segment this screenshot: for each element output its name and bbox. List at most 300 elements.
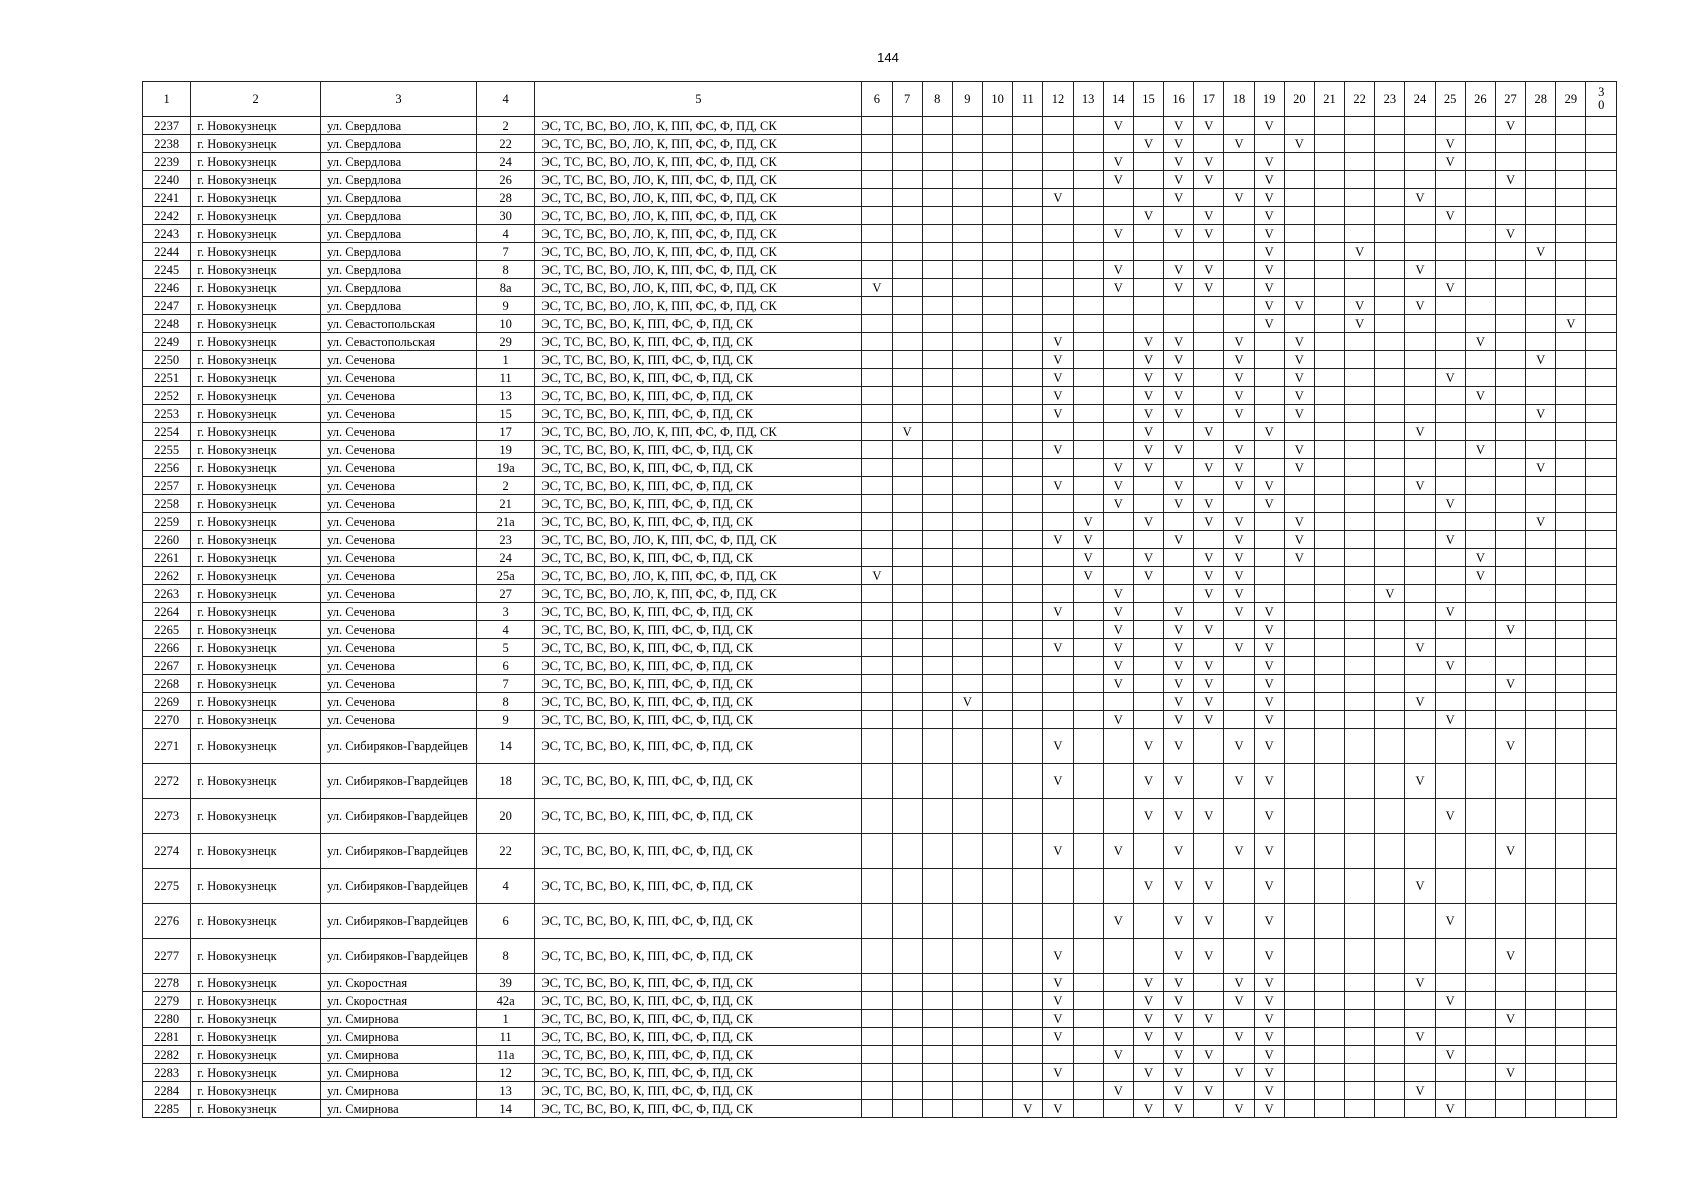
check-mark-col-27: V bbox=[1495, 171, 1525, 189]
empty-cell-col-15 bbox=[1133, 477, 1163, 495]
check-mark-col-18: V bbox=[1224, 1028, 1254, 1046]
check-mark-col-16: V bbox=[1164, 621, 1194, 639]
empty-cell-col-13 bbox=[1073, 171, 1103, 189]
empty-cell-col-8 bbox=[922, 261, 952, 279]
empty-cell-col-16 bbox=[1164, 423, 1194, 441]
city-cell: г. Новокузнецк bbox=[191, 315, 321, 333]
table-row bbox=[143, 441, 1617, 459]
empty-cell-col-11 bbox=[1013, 764, 1043, 799]
empty-cell-col-20 bbox=[1284, 904, 1314, 939]
check-mark-col-12: V bbox=[1043, 405, 1073, 423]
empty-cell-col-8 bbox=[922, 603, 952, 621]
check-mark-col-25: V bbox=[1435, 531, 1465, 549]
check-mark-col-20: V bbox=[1284, 513, 1314, 531]
services-cell: ЭС, ТС, ВС, ВО, К, ПП, ФС, Ф, ПД, СК bbox=[535, 675, 862, 693]
empty-cell-col-17 bbox=[1194, 441, 1224, 459]
house-cell: 42а bbox=[477, 992, 535, 1010]
check-mark-col-19: V bbox=[1254, 869, 1284, 904]
row-number: 2254 bbox=[143, 423, 191, 441]
check-mark-col-22: V bbox=[1345, 315, 1375, 333]
empty-cell-col-30 bbox=[1586, 764, 1617, 799]
check-mark-col-17: V bbox=[1194, 567, 1224, 585]
empty-cell-col-7 bbox=[892, 1010, 922, 1028]
empty-cell-col-27 bbox=[1495, 1028, 1525, 1046]
empty-cell-col-8 bbox=[922, 207, 952, 225]
empty-cell-col-12 bbox=[1043, 243, 1073, 261]
empty-cell-col-13 bbox=[1073, 1010, 1103, 1028]
empty-cell-col-20 bbox=[1284, 834, 1314, 869]
empty-cell-col-30 bbox=[1586, 567, 1617, 585]
check-mark-col-27: V bbox=[1495, 729, 1525, 764]
column-header-5: 5 bbox=[535, 82, 862, 117]
services-cell: ЭС, ТС, ВС, ВО, ЛО, К, ПП, ФС, Ф, ПД, СК bbox=[535, 171, 862, 189]
table-row bbox=[143, 1010, 1617, 1028]
check-mark-col-18: V bbox=[1224, 639, 1254, 657]
empty-cell-col-10 bbox=[983, 992, 1013, 1010]
empty-cell-col-26 bbox=[1465, 513, 1495, 531]
empty-cell-col-18 bbox=[1224, 225, 1254, 243]
empty-cell-col-10 bbox=[983, 1082, 1013, 1100]
empty-cell-col-10 bbox=[983, 939, 1013, 974]
empty-cell-col-18 bbox=[1224, 153, 1254, 171]
check-mark-col-19: V bbox=[1254, 603, 1284, 621]
check-mark-col-25: V bbox=[1435, 1100, 1465, 1118]
house-cell: 15 bbox=[477, 405, 535, 423]
empty-cell-col-7 bbox=[892, 764, 922, 799]
empty-cell-col-7 bbox=[892, 639, 922, 657]
check-mark-col-16: V bbox=[1164, 711, 1194, 729]
check-mark-col-14: V bbox=[1103, 621, 1133, 639]
empty-cell-col-23 bbox=[1375, 904, 1405, 939]
empty-cell-col-13 bbox=[1073, 764, 1103, 799]
empty-cell-col-9 bbox=[952, 621, 982, 639]
empty-cell-col-25 bbox=[1435, 171, 1465, 189]
empty-cell-col-23 bbox=[1375, 1100, 1405, 1118]
empty-cell-col-6 bbox=[862, 333, 892, 351]
city-cell: г. Новокузнецк bbox=[191, 405, 321, 423]
empty-cell-col-19 bbox=[1254, 405, 1284, 423]
street-cell: ул. Свердлова bbox=[321, 297, 477, 315]
empty-cell-col-28 bbox=[1526, 369, 1556, 387]
check-mark-col-14: V bbox=[1103, 639, 1133, 657]
check-mark-col-16: V bbox=[1164, 904, 1194, 939]
empty-cell-col-23 bbox=[1375, 279, 1405, 297]
check-mark-col-14: V bbox=[1103, 603, 1133, 621]
street-cell: ул. Смирнова bbox=[321, 1100, 477, 1118]
empty-cell-col-6 bbox=[862, 799, 892, 834]
empty-cell-col-23 bbox=[1375, 621, 1405, 639]
empty-cell-col-15 bbox=[1133, 225, 1163, 243]
empty-cell-col-7 bbox=[892, 974, 922, 992]
street-cell: ул. Сеченова bbox=[321, 711, 477, 729]
row-number: 2269 bbox=[143, 693, 191, 711]
empty-cell-col-10 bbox=[983, 459, 1013, 477]
check-mark-col-15: V bbox=[1133, 549, 1163, 567]
empty-cell-col-24 bbox=[1405, 495, 1435, 513]
check-mark-col-15: V bbox=[1133, 729, 1163, 764]
empty-cell-col-24 bbox=[1405, 1100, 1435, 1118]
empty-cell-col-29 bbox=[1556, 387, 1586, 405]
empty-cell-col-11 bbox=[1013, 711, 1043, 729]
empty-cell-col-27 bbox=[1495, 279, 1525, 297]
empty-cell-col-29 bbox=[1556, 495, 1586, 513]
empty-cell-col-9 bbox=[952, 675, 982, 693]
empty-cell-col-15 bbox=[1133, 1046, 1163, 1064]
empty-cell-col-15 bbox=[1133, 315, 1163, 333]
empty-cell-col-6 bbox=[862, 603, 892, 621]
check-mark-col-14: V bbox=[1103, 711, 1133, 729]
empty-cell-col-11 bbox=[1013, 567, 1043, 585]
empty-cell-col-28 bbox=[1526, 261, 1556, 279]
empty-cell-col-23 bbox=[1375, 207, 1405, 225]
empty-cell-col-10 bbox=[983, 729, 1013, 764]
check-mark-col-16: V bbox=[1164, 1082, 1194, 1100]
empty-cell-col-28 bbox=[1526, 939, 1556, 974]
house-cell: 12 bbox=[477, 1064, 535, 1082]
check-mark-col-18: V bbox=[1224, 135, 1254, 153]
empty-cell-col-7 bbox=[892, 477, 922, 495]
table-row bbox=[143, 477, 1617, 495]
street-cell: ул. Сеченова bbox=[321, 423, 477, 441]
empty-cell-col-21 bbox=[1314, 729, 1344, 764]
empty-cell-col-17 bbox=[1194, 369, 1224, 387]
empty-cell-col-30 bbox=[1586, 729, 1617, 764]
city-cell: г. Новокузнецк bbox=[191, 549, 321, 567]
table-row bbox=[143, 153, 1617, 171]
check-mark-col-16: V bbox=[1164, 799, 1194, 834]
empty-cell-col-26 bbox=[1465, 1046, 1495, 1064]
empty-cell-col-8 bbox=[922, 225, 952, 243]
row-number: 2257 bbox=[143, 477, 191, 495]
empty-cell-col-9 bbox=[952, 333, 982, 351]
empty-cell-col-14 bbox=[1103, 207, 1133, 225]
empty-cell-col-24 bbox=[1405, 315, 1435, 333]
empty-cell-col-8 bbox=[922, 904, 952, 939]
table-row bbox=[143, 1046, 1617, 1064]
empty-cell-col-7 bbox=[892, 297, 922, 315]
city-cell: г. Новокузнецк bbox=[191, 974, 321, 992]
empty-cell-col-20 bbox=[1284, 117, 1314, 135]
empty-cell-col-11 bbox=[1013, 869, 1043, 904]
column-header-3: 3 bbox=[321, 82, 477, 117]
table-row bbox=[143, 549, 1617, 567]
house-cell: 10 bbox=[477, 315, 535, 333]
empty-cell-col-8 bbox=[922, 495, 952, 513]
empty-cell-col-10 bbox=[983, 1064, 1013, 1082]
check-mark-col-14: V bbox=[1103, 585, 1133, 603]
empty-cell-col-7 bbox=[892, 207, 922, 225]
empty-cell-col-18 bbox=[1224, 243, 1254, 261]
empty-cell-col-17 bbox=[1194, 189, 1224, 207]
empty-cell-col-21 bbox=[1314, 315, 1344, 333]
house-cell: 9 bbox=[477, 297, 535, 315]
empty-cell-col-17 bbox=[1194, 1028, 1224, 1046]
check-mark-col-17: V bbox=[1194, 1082, 1224, 1100]
street-cell: ул. Смирнова bbox=[321, 1082, 477, 1100]
empty-cell-col-18 bbox=[1224, 117, 1254, 135]
services-cell: ЭС, ТС, ВС, ВО, ЛО, К, ПП, ФС, Ф, ПД, СК bbox=[535, 189, 862, 207]
empty-cell-col-20 bbox=[1284, 974, 1314, 992]
empty-cell-col-7 bbox=[892, 693, 922, 711]
empty-cell-col-9 bbox=[952, 904, 982, 939]
empty-cell-col-19 bbox=[1254, 549, 1284, 567]
check-mark-col-25: V bbox=[1435, 799, 1465, 834]
empty-cell-col-27 bbox=[1495, 585, 1525, 603]
empty-cell-col-22 bbox=[1345, 405, 1375, 423]
empty-cell-col-9 bbox=[952, 799, 982, 834]
empty-cell-col-22 bbox=[1345, 153, 1375, 171]
empty-cell-col-13 bbox=[1073, 405, 1103, 423]
empty-cell-col-27 bbox=[1495, 135, 1525, 153]
empty-cell-col-8 bbox=[922, 477, 952, 495]
table-row bbox=[143, 834, 1617, 869]
check-mark-col-16: V bbox=[1164, 1046, 1194, 1064]
street-cell: ул. Сибиряков-Гвардейцев bbox=[321, 939, 477, 974]
services-cell: ЭС, ТС, ВС, ВО, К, ПП, ФС, Ф, ПД, СК bbox=[535, 1046, 862, 1064]
empty-cell-col-29 bbox=[1556, 477, 1586, 495]
street-cell: ул. Сеченова bbox=[321, 405, 477, 423]
check-mark-col-15: V bbox=[1133, 992, 1163, 1010]
table-row bbox=[143, 1028, 1617, 1046]
empty-cell-col-28 bbox=[1526, 477, 1556, 495]
empty-cell-col-6 bbox=[862, 495, 892, 513]
empty-cell-col-26 bbox=[1465, 729, 1495, 764]
empty-cell-col-23 bbox=[1375, 974, 1405, 992]
empty-cell-col-16 bbox=[1164, 585, 1194, 603]
empty-cell-col-25 bbox=[1435, 513, 1465, 531]
empty-cell-col-22 bbox=[1345, 333, 1375, 351]
empty-cell-col-21 bbox=[1314, 1082, 1344, 1100]
street-cell: ул. Свердлова bbox=[321, 117, 477, 135]
page-number: 144 bbox=[877, 50, 899, 65]
empty-cell-col-7 bbox=[892, 799, 922, 834]
empty-cell-col-22 bbox=[1345, 675, 1375, 693]
empty-cell-col-26 bbox=[1465, 799, 1495, 834]
check-mark-col-16: V bbox=[1164, 477, 1194, 495]
empty-cell-col-15 bbox=[1133, 675, 1163, 693]
empty-cell-col-22 bbox=[1345, 621, 1375, 639]
check-mark-col-17: V bbox=[1194, 423, 1224, 441]
empty-cell-col-10 bbox=[983, 1046, 1013, 1064]
empty-cell-col-27 bbox=[1495, 711, 1525, 729]
empty-cell-col-25 bbox=[1435, 441, 1465, 459]
empty-cell-col-23 bbox=[1375, 567, 1405, 585]
empty-cell-col-11 bbox=[1013, 693, 1043, 711]
empty-cell-col-13 bbox=[1073, 639, 1103, 657]
empty-cell-col-19 bbox=[1254, 441, 1284, 459]
empty-cell-col-27 bbox=[1495, 189, 1525, 207]
services-cell: ЭС, ТС, ВС, ВО, К, ПП, ФС, Ф, ПД, СК bbox=[535, 693, 862, 711]
check-mark-col-17: V bbox=[1194, 171, 1224, 189]
table-row bbox=[143, 1100, 1617, 1118]
empty-cell-col-25 bbox=[1435, 477, 1465, 495]
empty-cell-col-17 bbox=[1194, 639, 1224, 657]
empty-cell-col-15 bbox=[1133, 153, 1163, 171]
empty-cell-col-20 bbox=[1284, 657, 1314, 675]
column-header-19: 19 bbox=[1254, 82, 1284, 117]
check-mark-col-15: V bbox=[1133, 1010, 1163, 1028]
empty-cell-col-8 bbox=[922, 567, 952, 585]
check-mark-col-20: V bbox=[1284, 459, 1314, 477]
services-cell: ЭС, ТС, ВС, ВО, К, ПП, ФС, Ф, ПД, СК bbox=[535, 549, 862, 567]
row-number: 2274 bbox=[143, 834, 191, 869]
empty-cell-col-10 bbox=[983, 297, 1013, 315]
empty-cell-col-11 bbox=[1013, 513, 1043, 531]
empty-cell-col-20 bbox=[1284, 423, 1314, 441]
city-cell: г. Новокузнецк bbox=[191, 171, 321, 189]
empty-cell-col-14 bbox=[1103, 567, 1133, 585]
empty-cell-col-28 bbox=[1526, 1064, 1556, 1082]
check-mark-col-15: V bbox=[1133, 567, 1163, 585]
column-header-27: 27 bbox=[1495, 82, 1525, 117]
empty-cell-col-22 bbox=[1345, 729, 1375, 764]
services-cell: ЭС, ТС, ВС, ВО, ЛО, К, ПП, ФС, Ф, ПД, СК bbox=[535, 531, 862, 549]
empty-cell-col-29 bbox=[1556, 974, 1586, 992]
city-cell: г. Новокузнецк bbox=[191, 189, 321, 207]
house-cell: 9 bbox=[477, 711, 535, 729]
empty-cell-col-21 bbox=[1314, 171, 1344, 189]
empty-cell-col-26 bbox=[1465, 351, 1495, 369]
empty-cell-col-30 bbox=[1586, 279, 1617, 297]
empty-cell-col-10 bbox=[983, 639, 1013, 657]
check-mark-col-24: V bbox=[1405, 261, 1435, 279]
empty-cell-col-23 bbox=[1375, 423, 1405, 441]
empty-cell-col-11 bbox=[1013, 1082, 1043, 1100]
check-mark-col-16: V bbox=[1164, 992, 1194, 1010]
city-cell: г. Новокузнецк bbox=[191, 117, 321, 135]
empty-cell-col-23 bbox=[1375, 243, 1405, 261]
empty-cell-col-12 bbox=[1043, 153, 1073, 171]
empty-cell-col-28 bbox=[1526, 1082, 1556, 1100]
empty-cell-col-15 bbox=[1133, 531, 1163, 549]
check-mark-col-12: V bbox=[1043, 531, 1073, 549]
empty-cell-col-12 bbox=[1043, 657, 1073, 675]
empty-cell-col-30 bbox=[1586, 1064, 1617, 1082]
empty-cell-col-9 bbox=[952, 1082, 982, 1100]
empty-cell-col-29 bbox=[1556, 603, 1586, 621]
empty-cell-col-17 bbox=[1194, 387, 1224, 405]
empty-cell-col-30 bbox=[1586, 675, 1617, 693]
row-number: 2271 bbox=[143, 729, 191, 764]
check-mark-col-18: V bbox=[1224, 585, 1254, 603]
row-number: 2245 bbox=[143, 261, 191, 279]
empty-cell-col-24 bbox=[1405, 351, 1435, 369]
check-mark-col-17: V bbox=[1194, 549, 1224, 567]
services-cell: ЭС, ТС, ВС, ВО, К, ПП, ФС, Ф, ПД, СК bbox=[535, 939, 862, 974]
check-mark-col-17: V bbox=[1194, 495, 1224, 513]
empty-cell-col-14 bbox=[1103, 441, 1133, 459]
empty-cell-col-6 bbox=[862, 459, 892, 477]
empty-cell-col-29 bbox=[1556, 1046, 1586, 1064]
empty-cell-col-18 bbox=[1224, 171, 1254, 189]
check-mark-col-11: V bbox=[1013, 1100, 1043, 1118]
empty-cell-col-10 bbox=[983, 189, 1013, 207]
empty-cell-col-20 bbox=[1284, 621, 1314, 639]
check-mark-col-24: V bbox=[1405, 189, 1435, 207]
empty-cell-col-28 bbox=[1526, 1100, 1556, 1118]
empty-cell-col-24 bbox=[1405, 834, 1435, 869]
city-cell: г. Новокузнецк bbox=[191, 834, 321, 869]
check-mark-col-18: V bbox=[1224, 1064, 1254, 1082]
empty-cell-col-22 bbox=[1345, 1082, 1375, 1100]
empty-cell-col-17 bbox=[1194, 603, 1224, 621]
empty-cell-col-24 bbox=[1405, 939, 1435, 974]
check-mark-col-18: V bbox=[1224, 974, 1254, 992]
table-body bbox=[143, 117, 1617, 1118]
empty-cell-col-21 bbox=[1314, 477, 1344, 495]
empty-cell-col-7 bbox=[892, 387, 922, 405]
empty-cell-col-26 bbox=[1465, 189, 1495, 207]
empty-cell-col-12 bbox=[1043, 315, 1073, 333]
check-mark-col-24: V bbox=[1405, 639, 1435, 657]
empty-cell-col-20 bbox=[1284, 279, 1314, 297]
empty-cell-col-7 bbox=[892, 711, 922, 729]
check-mark-col-16: V bbox=[1164, 729, 1194, 764]
check-mark-col-15: V bbox=[1133, 135, 1163, 153]
empty-cell-col-27 bbox=[1495, 603, 1525, 621]
city-cell: г. Новокузнецк bbox=[191, 729, 321, 764]
row-number: 2237 bbox=[143, 117, 191, 135]
check-mark-col-19: V bbox=[1254, 675, 1284, 693]
column-header-16: 16 bbox=[1164, 82, 1194, 117]
empty-cell-col-6 bbox=[862, 585, 892, 603]
services-cell: ЭС, ТС, ВС, ВО, ЛО, К, ПП, ФС, Ф, ПД, СК bbox=[535, 261, 862, 279]
empty-cell-col-20 bbox=[1284, 729, 1314, 764]
empty-cell-col-23 bbox=[1375, 693, 1405, 711]
check-mark-col-17: V bbox=[1194, 279, 1224, 297]
check-mark-col-19: V bbox=[1254, 1046, 1284, 1064]
check-mark-col-12: V bbox=[1043, 603, 1073, 621]
empty-cell-col-8 bbox=[922, 992, 952, 1010]
empty-cell-col-26 bbox=[1465, 1010, 1495, 1028]
check-mark-col-12: V bbox=[1043, 1064, 1073, 1082]
empty-cell-col-10 bbox=[983, 513, 1013, 531]
empty-cell-col-11 bbox=[1013, 1064, 1043, 1082]
empty-cell-col-30 bbox=[1586, 387, 1617, 405]
empty-cell-col-27 bbox=[1495, 1082, 1525, 1100]
empty-cell-col-9 bbox=[952, 974, 982, 992]
empty-cell-col-7 bbox=[892, 1064, 922, 1082]
empty-cell-col-6 bbox=[862, 657, 892, 675]
empty-cell-col-22 bbox=[1345, 567, 1375, 585]
empty-cell-col-30 bbox=[1586, 939, 1617, 974]
empty-cell-col-29 bbox=[1556, 1082, 1586, 1100]
empty-cell-col-29 bbox=[1556, 711, 1586, 729]
check-mark-col-19: V bbox=[1254, 1100, 1284, 1118]
empty-cell-col-21 bbox=[1314, 974, 1344, 992]
empty-cell-col-29 bbox=[1556, 675, 1586, 693]
empty-cell-col-17 bbox=[1194, 992, 1224, 1010]
row-number: 2259 bbox=[143, 513, 191, 531]
empty-cell-col-25 bbox=[1435, 261, 1465, 279]
check-mark-col-27: V bbox=[1495, 675, 1525, 693]
empty-cell-col-9 bbox=[952, 939, 982, 974]
empty-cell-col-15 bbox=[1133, 1082, 1163, 1100]
empty-cell-col-20 bbox=[1284, 764, 1314, 799]
empty-cell-col-29 bbox=[1556, 351, 1586, 369]
empty-cell-col-30 bbox=[1586, 441, 1617, 459]
empty-cell-col-26 bbox=[1465, 834, 1495, 869]
check-mark-col-19: V bbox=[1254, 621, 1284, 639]
services-cell: ЭС, ТС, ВС, ВО, К, ПП, ФС, Ф, ПД, СК bbox=[535, 333, 862, 351]
empty-cell-col-27 bbox=[1495, 549, 1525, 567]
check-mark-col-26: V bbox=[1465, 333, 1495, 351]
empty-cell-col-9 bbox=[952, 153, 982, 171]
row-number: 2272 bbox=[143, 764, 191, 799]
empty-cell-col-13 bbox=[1073, 153, 1103, 171]
empty-cell-col-21 bbox=[1314, 297, 1344, 315]
services-cell: ЭС, ТС, ВС, ВО, К, ПП, ФС, Ф, ПД, СК bbox=[535, 1064, 862, 1082]
